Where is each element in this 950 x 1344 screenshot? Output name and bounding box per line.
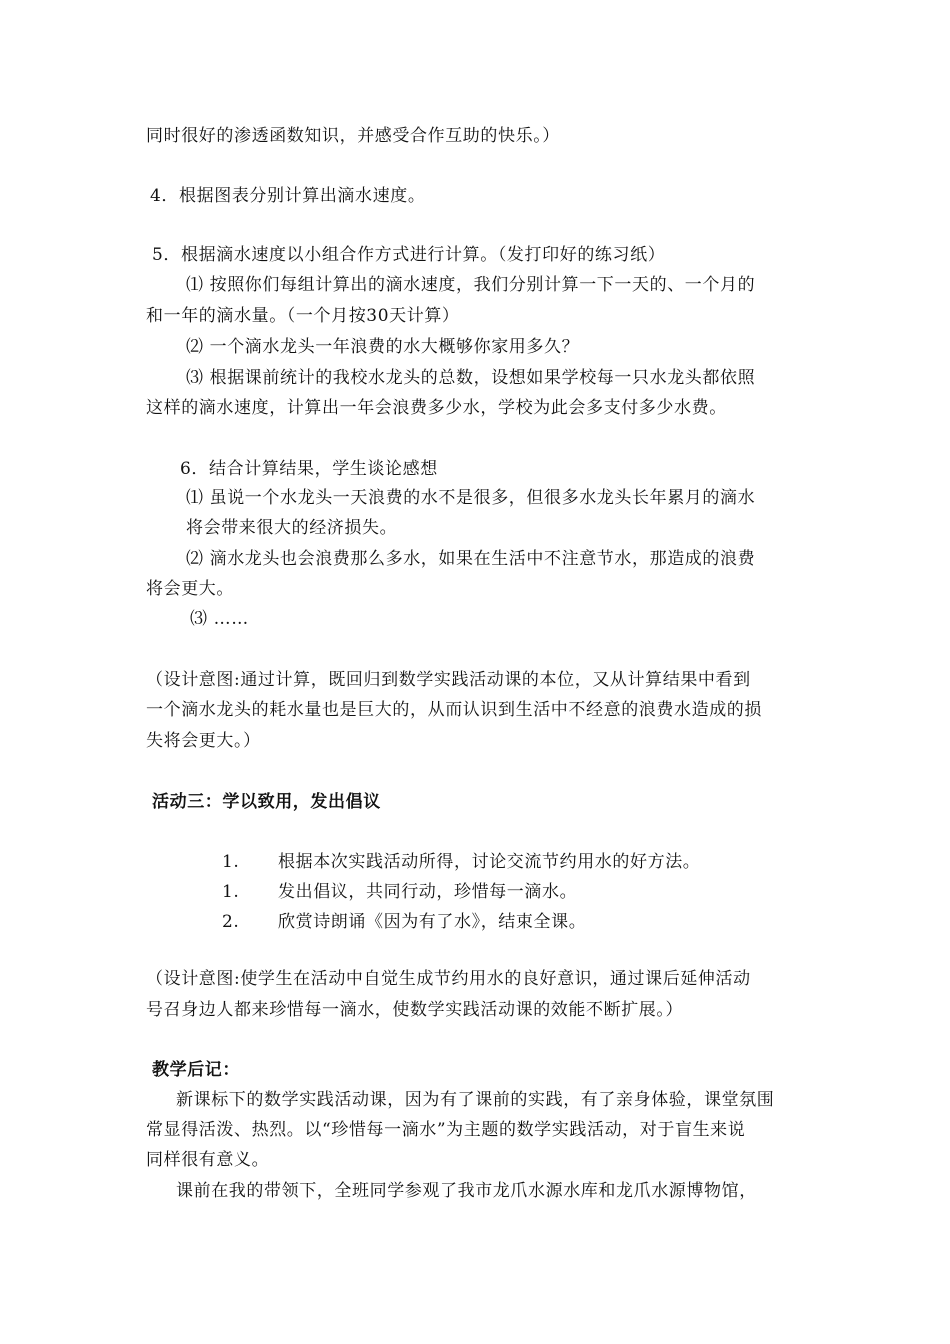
paragraph-line: 同时很好的渗透函数知识，并感受合作互助的快乐。） xyxy=(146,126,560,146)
list-number: 1. xyxy=(222,882,240,902)
step-5: 5．根据滴水速度以小组合作方式进行计算。（发打印好的练习纸） xyxy=(152,245,666,265)
paragraph-line: 将会更大。 xyxy=(146,579,234,599)
paragraph-line: 常显得活泼、热烈。以“珍惜每一滴水”为主题的数学实践活动，对于盲生来说 xyxy=(146,1120,746,1140)
paragraph-line: 一个滴水龙头的耗水量也是巨大的，从而认识到生活中不经意的浪费水造成的损 xyxy=(146,700,762,720)
paragraph-line: 失将会更大。） xyxy=(146,731,261,751)
design-intent-note: （设计意图:通过计算，既回归到数学实践活动课的本位，又从计算结果中看到 xyxy=(146,670,751,690)
feeling-1: ⑴ 虽说一个水龙头一天浪费的水不是很多，但很多水龙头长年累月的滴水 xyxy=(186,488,756,508)
list-text: 发出倡议，共同行动，珍惜每一滴水。 xyxy=(278,882,578,902)
paragraph-line: 课前在我的带领下，全班同学参观了我市龙爪水源水库和龙爪水源博物馆， xyxy=(176,1181,757,1201)
sub-item-1: ⑴ 按照你们每组计算出的滴水速度，我们分别计算一下一天的、一个月的 xyxy=(186,275,756,295)
paragraph-line: 将会带来很大的经济损失。 xyxy=(186,518,398,538)
list-text: 根据本次实践活动所得，讨论交流节约用水的好方法。 xyxy=(278,852,701,872)
list-text: 欣赏诗朗诵《因为有了水》，结束全课。 xyxy=(278,912,587,932)
step-4: 4．根据图表分别计算出滴水速度。 xyxy=(150,186,426,206)
list-number: 1. xyxy=(222,852,240,872)
section-heading: 教学后记： xyxy=(152,1060,240,1080)
design-intent-note: （设计意图:使学生在活动中自觉生成节约用水的良好意识，通过课后延伸活动 xyxy=(146,969,751,989)
sub-item-3: ⑶ 根据课前统计的我校水龙头的总数，设想如果学校每一只水龙头都依照 xyxy=(186,368,756,388)
paragraph-line: 同样很有意义。 xyxy=(146,1150,270,1170)
feeling-3: ⑶ …… xyxy=(190,609,249,629)
paragraph-line: 和一年的滴水量。（一个月按30天计算） xyxy=(146,306,460,326)
paragraph-line: 这样的滴水速度，计算出一年会浪费多少水，学校为此会多支付多少水费。 xyxy=(146,398,727,418)
sub-item-2: ⑵ 一个滴水龙头一年浪费的水大概够你家用多久？ xyxy=(186,337,580,357)
step-6: 6．结合计算结果，学生谈论感想 xyxy=(180,459,438,479)
feeling-2: ⑵ 滴水龙头也会浪费那么多水，如果在生活中不注意节水，那造成的浪费 xyxy=(186,549,756,569)
paragraph-line: 新课标下的数学实践活动课，因为有了课前的实践，有了亲身体验，课堂氛围 xyxy=(176,1090,775,1110)
section-heading: 活动三：学以致用，发出倡议 xyxy=(152,792,381,812)
list-number: 2. xyxy=(222,912,240,932)
paragraph-line: 号召身边人都来珍惜每一滴水，使数学实践活动课的效能不断扩展。） xyxy=(146,1000,684,1020)
